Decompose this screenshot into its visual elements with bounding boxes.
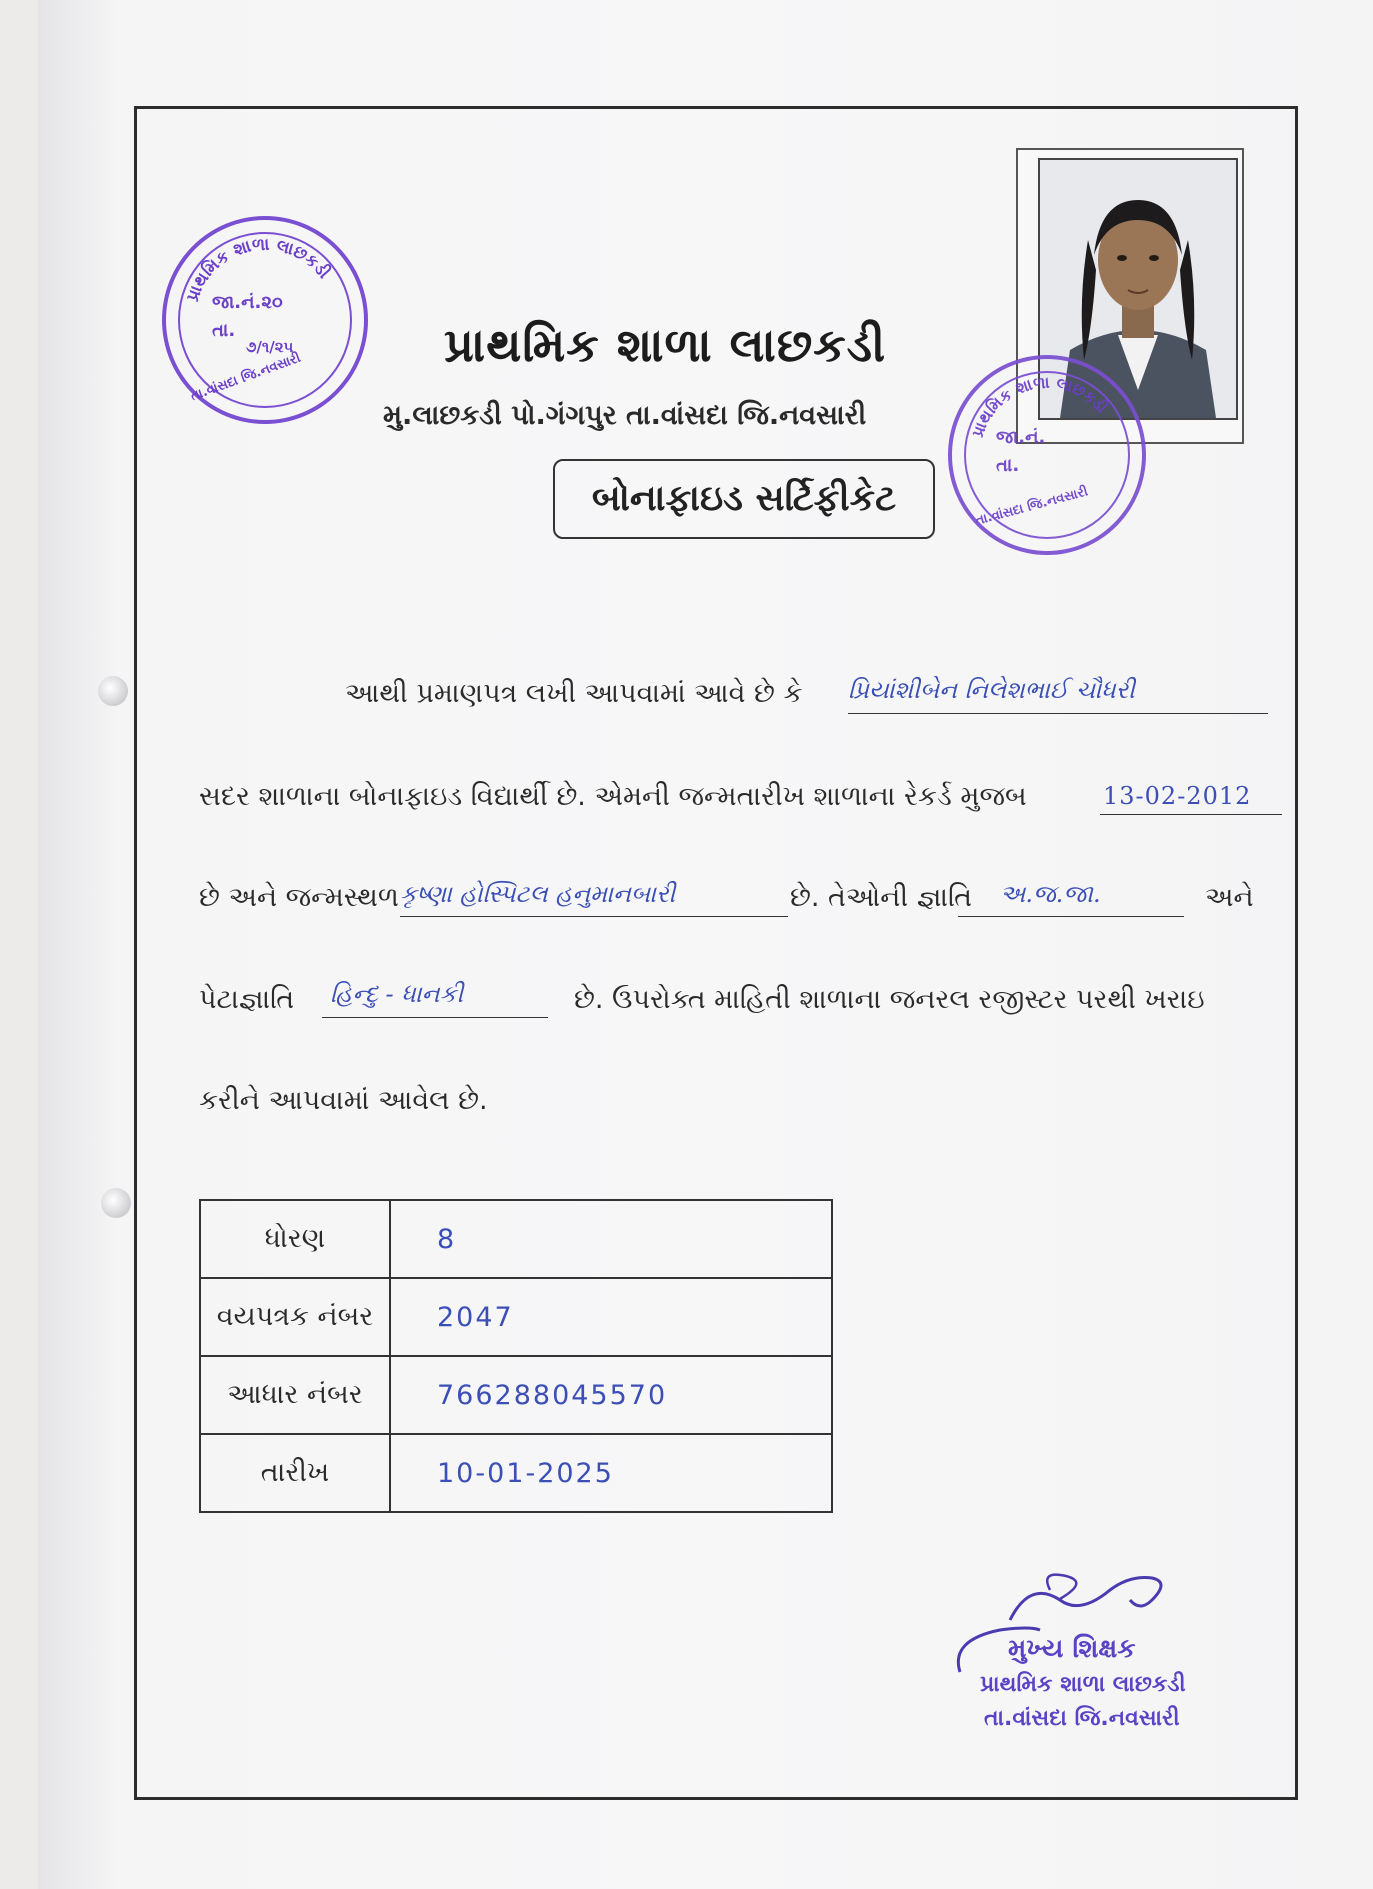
seal-bottom-text: તા.વાંસદા જિ.નવસારી <box>974 484 1090 529</box>
table-label: વયપત્રક નંબર <box>200 1278 390 1356</box>
certificate-title: બોનાફાઇડ સર્ટિફીકેટ <box>553 459 935 539</box>
table-label: ધોરણ <box>200 1200 390 1278</box>
seal-date-label: તા. <box>996 455 1020 476</box>
subcaste-value: હિન્દુ - ધાનકી <box>330 980 464 1008</box>
body-line-3c: અને <box>1205 882 1254 913</box>
birthplace-value: કૃષ્ણા હોસ્પિટલ હનુમાનબારી <box>400 880 676 908</box>
table-label: આધાર નંબર <box>200 1356 390 1434</box>
school-address: મુ.લાછકડી પો.ગંગપુર તા.વાંસદા જિ.નવસારી <box>383 400 867 431</box>
table-row <box>200 1200 832 1278</box>
caste-value: અ.જ.જા. <box>1000 880 1101 908</box>
table-value: 10-01-2025 <box>390 1434 832 1512</box>
seal-bottom-text: તા.વાંસદા જિ.નવસારી <box>188 350 303 405</box>
signature-title: મુખ્ય શિક્ષક <box>1008 1634 1136 1664</box>
punch-hole-bottom <box>101 1188 131 1218</box>
body-line-4a: પેટાજ્ઞાતિ <box>199 984 295 1015</box>
body-line-2: સદર શાળાના બોનાફાઇડ વિદ્યાર્થી છે. એમની જન્મતારીખ શાળાના રેકર્ડ મુજબ <box>199 781 1027 812</box>
signature-school: પ્રાથમિક શાળા લાછકડી <box>980 1672 1186 1697</box>
seal-ja-no: જા.નં.૨૦ <box>212 292 283 313</box>
seal-date-handwritten: ૭/૧/૨૫ <box>246 338 294 356</box>
school-seal-right <box>948 355 1146 555</box>
body-line-4b: છે. ઉપરોક્ત માહિતી શાળાના જનરલ રજીસ્ટર પરથી ખરાઇ <box>574 984 1205 1015</box>
svg-text:પ્રાથમિક શાળા લાછકડી: પ્રાથમિક શાળા લાછકડી <box>967 372 1112 440</box>
body-line-5: કરીને આપવામાં આવેલ છે. <box>199 1085 488 1116</box>
table-row <box>200 1434 832 1512</box>
birthplace-underline <box>400 916 788 917</box>
dob-value: 13-02-2012 <box>1103 782 1252 810</box>
seal-ja-no: જા.નં. <box>996 427 1046 448</box>
school-seal-left <box>162 216 368 424</box>
caste-underline <box>958 916 1184 917</box>
table-value: 766288045570 <box>390 1356 832 1434</box>
punch-hole-top <box>98 676 128 706</box>
subcaste-underline <box>322 1017 548 1018</box>
student-name-underline <box>848 713 1268 714</box>
svg-text:પ્રાથમિક શાળા લાછકડી: પ્રાથમિક શાળા લાછકડી <box>182 234 334 305</box>
body-line-3a: છે અને જન્મસ્થળ <box>199 882 399 913</box>
seal-date-label: તા. <box>212 320 236 341</box>
body-line-3b: છે. તેઓની જ્ઞાતિ <box>790 882 973 913</box>
body-line-1: આથી પ્રમાણપત્ર લખી આપવામાં આવે છે કે <box>345 678 803 709</box>
signature-place: તા.વાંસદા જિ.નવસારી <box>984 1706 1180 1731</box>
table-label: તારીખ <box>200 1434 390 1512</box>
info-table <box>199 1199 833 1513</box>
table-value: 8 <box>390 1200 832 1278</box>
dob-underline <box>1100 814 1282 815</box>
table-row <box>200 1356 832 1434</box>
table-value: 2047 <box>390 1278 832 1356</box>
school-name: પ્રાથમિક શાળા લાછકડી <box>444 318 887 372</box>
table-row <box>200 1278 832 1356</box>
student-name-value: પ્રિયાંશીબેન નિલેશભાઈ ચૌધરી <box>848 676 1135 704</box>
